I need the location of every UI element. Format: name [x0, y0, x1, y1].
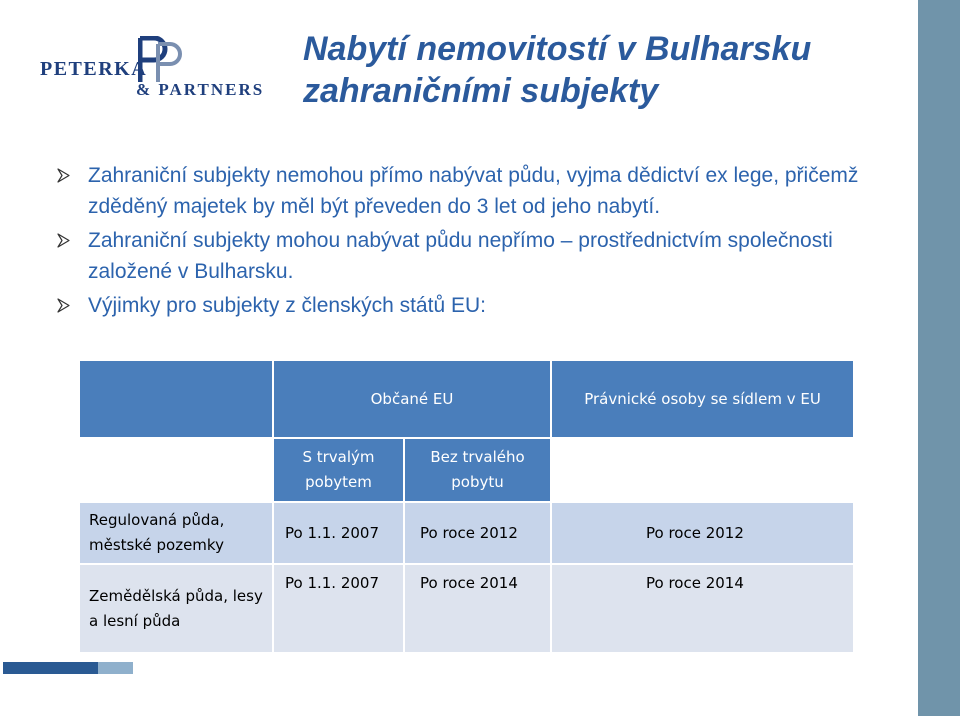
arrowhead-bullet-icon	[56, 168, 71, 183]
header-eu-citizens: Občané EU	[274, 361, 550, 437]
arrowhead-bullet-icon	[56, 298, 71, 313]
bullet-item	[56, 225, 906, 287]
bullet-text: Výjimky pro subjekty z členských států EU:	[88, 294, 486, 317]
table-cell-permanent: Po 1.1. 2007	[274, 503, 403, 563]
slide-title-line-1: Nabytí nemovitostí v Bulharsku	[303, 30, 812, 68]
header-eu-legal-entities: Právnické osoby se sídlem v EU	[552, 361, 853, 437]
table-cell-legal: Po roce 2014	[552, 565, 853, 652]
bullet-text: Zahraniční subjekty mohou nabývat půdu nepřímo – prostřednictvím společnosti založené v Bulharsku.	[88, 229, 833, 283]
side-accent-bar	[918, 0, 960, 716]
footer-accent-light	[98, 662, 133, 674]
bullet-item	[56, 290, 906, 321]
subheader-empty-cell	[80, 439, 272, 501]
subheader-without-residence: Bez trvalého pobytu	[405, 439, 550, 501]
bullet-text: Zahraniční subjekty nemohou přímo nabývat půdu, vyjma dědictví ex lege, přičemž zděděný majetek by měl být převeden do 3 let od jeho nabytí.	[88, 164, 859, 218]
table-cell-legal: Po roce 2012	[552, 503, 853, 563]
subheader-permanent-residence: S trvalým pobytem	[274, 439, 403, 501]
table-row-label: Regulovaná půda, městské pozemky	[80, 503, 272, 563]
table-cell-without: Po roce 2012	[405, 503, 550, 563]
arrowhead-bullet-icon	[56, 233, 71, 248]
footer-accent-bar	[3, 662, 133, 674]
subheader-empty-cell	[552, 439, 853, 501]
table-cell-without: Po roce 2014	[405, 565, 550, 652]
table-corner-cell	[80, 361, 272, 437]
eu-exceptions-table	[80, 361, 853, 652]
logo-line-peterka: PETERKA	[40, 58, 148, 80]
slide-title	[303, 28, 913, 112]
footer-accent-dark	[3, 662, 98, 674]
peterka-partners-logo	[40, 36, 272, 102]
bullet-item	[56, 160, 906, 222]
logo-line-partners: & PARTNERS	[136, 80, 265, 99]
table-cell-permanent: Po 1.1. 2007	[274, 565, 403, 652]
slide-title-line-2: zahraničními subjekty	[303, 72, 659, 110]
bullet-list	[56, 160, 906, 324]
table-row-label: Zemědělská půda, lesy a lesní půda	[80, 565, 272, 652]
